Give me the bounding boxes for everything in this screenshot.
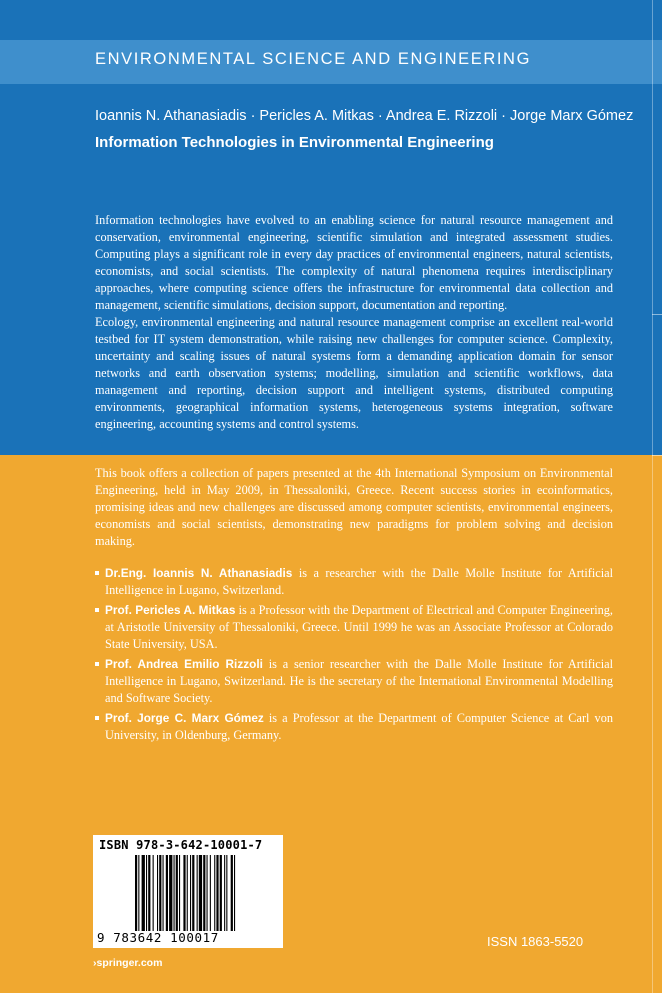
bio-item (95, 710, 613, 744)
isbn-text: ISBN 978-3-642-10001-7 (99, 838, 263, 852)
spine-tick (652, 314, 662, 315)
blurb-orange (95, 465, 613, 550)
bio-name: Prof. Pericles A. Mitkas (105, 603, 236, 617)
bio-item (95, 565, 613, 599)
blurb-paragraph-1: Information technologies have evolved to an enabling science for natural resource management and conservation, environmental engineering, scientific simulation and integrated assessment studies. Computing plays a significant role in every day practices of environmental engineers, natural scientists, economists, and social scientists. The complexity of natural phenomena requires interdisciplinary approaches, where computing science offers the infrastructure for environmental data collection and management, scientific simulations, decision support, documentation and reporting. (95, 213, 613, 312)
spine-tick (652, 455, 662, 456)
series-title: ENVIRONMENTAL SCIENCE AND ENGINEERING (95, 50, 532, 68)
bio-text: is a Professor with the Department of Electrical and Computer Engineering, at Aristotle University of Thessaloniki, Greece. Until 1999 he was an Associate Professor at Colorado State University, USA. (105, 603, 613, 651)
bio-name: Prof. Jorge C. Marx Gómez (105, 711, 264, 725)
spine-edge (652, 0, 653, 993)
bio-text: is a researcher with the Dalle Molle Institute for Artificial Intelligence in Lugano, Switzerland. (105, 566, 613, 597)
issn-text: ISSN 1863-5520 (487, 934, 584, 949)
blurb-paragraph-2: Ecology, environmental engineering and natural resource management comprise an excellent real-world testbed for IT system demonstration, while raising new challenges for computer science. Complexity, uncertainty and scaling issues of natural systems form a demanding application domain for sensor networks and earth observation systems; modelling, simulation and scientific workflows, data management and reporting, decision support and intelligent systems, distributed computing environments, geographical information systems, heterogeneous systems integration, software engineering, accounting systems and control systems. (95, 315, 613, 431)
blurb-blue (95, 212, 613, 433)
authors-line: Ioannis N. Athanasiadis · Pericles A. Mitkas · Andrea E. Rizzoli · Jorge Marx Gómez (95, 108, 634, 124)
bio-name: Prof. Andrea Emilio Rizzoli (105, 657, 263, 671)
bio-name: Dr.Eng. Ioannis N. Athanasiadis (105, 566, 293, 580)
blurb-paragraph-3: This book offers a collection of papers presented at the 4th International Symposium on Environmental Engineering, held in May 2009, in Thessaloniki, Greece. Recent success stories in ecoinformatics, promising ideas and new challenges are discussed among computer scientists, environmental engineers, economists and social scientists, demonstrating new paradigms for problem solving and decision making. (95, 466, 613, 548)
barcode-digits: 9 783642 100017 (97, 930, 219, 945)
bio-item (95, 602, 613, 653)
barcode-icon (135, 855, 275, 931)
bio-text: is a Professor at the Department of Computer Science at Carl von University, in Oldenburg, Germany. (105, 711, 613, 742)
publisher-link[interactable]: ›springer.com (93, 957, 163, 969)
barcode-box (93, 835, 283, 948)
book-title: Information Technologies in Environmental Engineering (95, 134, 494, 151)
bio-item (95, 656, 613, 707)
bio-text: is a senior researcher with the Dalle Molle Institute for Artificial Intelligence in Lugano, Switzerland. He is the secretary of the International Environmental Modelling and Software Society. (105, 657, 613, 705)
author-bios (95, 565, 613, 747)
